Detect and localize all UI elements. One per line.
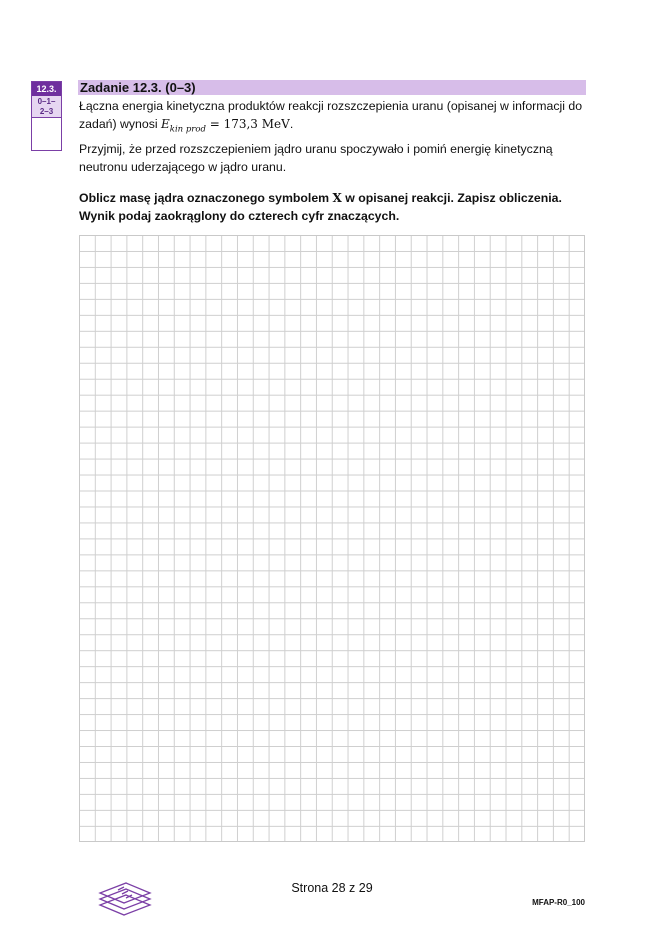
intro-end: . bbox=[289, 117, 294, 131]
task-instruction bbox=[79, 189, 589, 225]
points-line-1: 0–1– bbox=[37, 97, 56, 106]
points-scale bbox=[32, 96, 61, 118]
formula-variable: E bbox=[161, 117, 170, 131]
energy-formula bbox=[161, 117, 290, 135]
formula-value: = 173,3 MeV bbox=[205, 117, 290, 131]
intro-text: Łączna energia kinetyczna produktów reakcji rozszczepienia uranu (opisanej w informacji do zadań) wynosi bbox=[79, 99, 583, 131]
task-assumption: Przyjmij, że przed rozszczepieniem jądro uranu spoczywało i pomiń energię kinetyczną neutronu uderzającego w jądro uranu. bbox=[79, 142, 553, 174]
exam-code: MFAP-R0_100 bbox=[532, 898, 585, 907]
instruction-rest: w opisanej reakcji. Zapisz obliczenia. Wynik podaj zaokrąglony do czterech cyfr znaczących. bbox=[79, 191, 562, 223]
score-box bbox=[31, 81, 62, 151]
task-intro bbox=[79, 97, 589, 138]
formula-subscript: kin prod bbox=[169, 124, 206, 135]
task-title: Zadanie 12.3. (0–3) bbox=[80, 80, 196, 95]
instruction-text: Oblicz masę jądra oznaczonego symbolem bbox=[79, 191, 333, 205]
page-number: Strona 28 z 29 bbox=[291, 881, 373, 895]
points-line-2: 2–3 bbox=[39, 107, 54, 116]
task-number: 12.3. bbox=[32, 82, 61, 96]
instruction-symbol: X bbox=[332, 191, 342, 205]
answer-grid[interactable] bbox=[79, 235, 585, 842]
